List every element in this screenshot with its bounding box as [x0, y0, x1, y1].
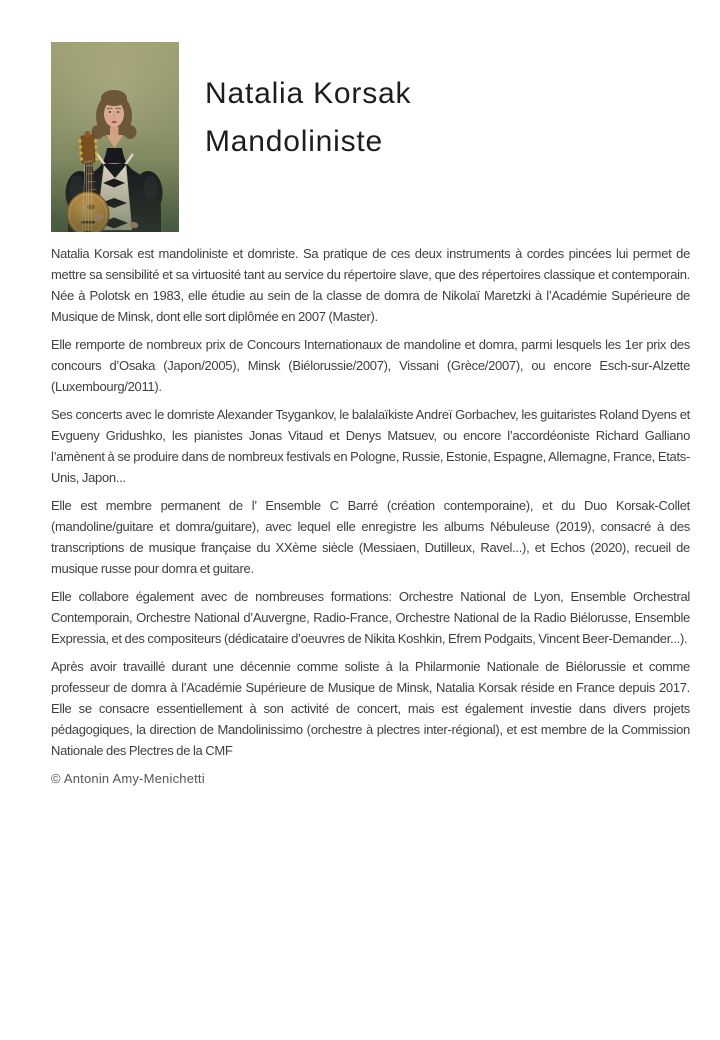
person-name: Natalia Korsak [205, 77, 412, 110]
bio-paragraph: Après avoir travaillé durant une décennie comme soliste à la Philarmonie Nationale de Biélorussie et comme professeur de domra à l’Académie Supérieure de Musique de Minsk, Natalia Korsak réside en France depuis 2017. Elle se consacre essentiellement à son activité de concert, mais est également investie dans divers projets pédagogiques, la direction de Mandolinissimo (orchestre à plectres inter-régional), et est membre de la Commission Nationale des Plectres de la CMF [51, 659, 690, 758]
photo-vignette [51, 162, 179, 232]
bio-paragraph: Elle collabore également avec de nombreuses formations: Orchestre National de Lyon, Ensemble Orchestral Contemporain, Orchestre National d’Auvergne, Radio-France, Orchestre National de la Radio Biélorusse, Ensemble Expressia, et des compositeurs (dédicataire d’oeuvres de Nikita Koshkin, Efrem Podgaits, Vincent Beer-Demander...). [51, 589, 690, 646]
portrait-photo [51, 42, 179, 232]
bio-paragraph: Ses concerts avec le domriste Alexander Tsygankov, le balalaïkiste Andreï Gorbachev, les guitaristes Roland Dyens et Evgueny Gridushko, les pianistes Jonas Vitaud et Denys Matsuev, ou encore l’accordéoniste Richard Galliano l’amènent à se produire dans de nombreux festivals en Pologne, Russie, Estonie, Espagne, Allemagne, France, Etats-Unis, Japon... [51, 407, 690, 485]
photo-credit: © Antonin Amy-Menichetti [51, 771, 205, 786]
person-role: Mandoliniste [205, 125, 384, 158]
portrait-illustration [51, 42, 179, 232]
bio-paragraph: Elle remporte de nombreux prix de Concours Internationaux de mandoline et domra, parmi lesquels les 1er prix des concours d’Osaka (Japon/2005), Minsk (Biélorussie/2007), Vissani (Grèce/2007), ou encore Esch-sur-Alzette (Luxembourg/2011). [51, 337, 690, 394]
bio-paragraph: Elle est membre permanent de l’ Ensemble C Barré (création contemporaine), et du Duo Korsak-Collet (mandoline/guitare et domra/guitare), avec lequel elle enregistre les albums Nébuleuse (2019), consacré à des transcriptions de musique française du XXème siècle (Messiaen, Dutilleux, Ravel...), et Echos (2020), recueil de musique russe pour domra et guitare. [51, 498, 690, 576]
biography-section [51, 243, 690, 789]
bio-paragraph: Natalia Korsak est mandoliniste et domriste. Sa pratique de ces deux instruments à cordes pincées lui permet de mettre sa sensibilité et sa virtuosité tant au service du répertoire slave, que des répertoires classique et contemporain. Née à Polotsk en 1983, elle étudie au sein de la classe de domra de Nikolaï Maretzki à l’Académie Supérieure de Musique de Minsk, dont elle sort diplômée en 2007 (Master). [51, 246, 690, 324]
title-block [205, 42, 411, 232]
header-section [51, 42, 411, 232]
